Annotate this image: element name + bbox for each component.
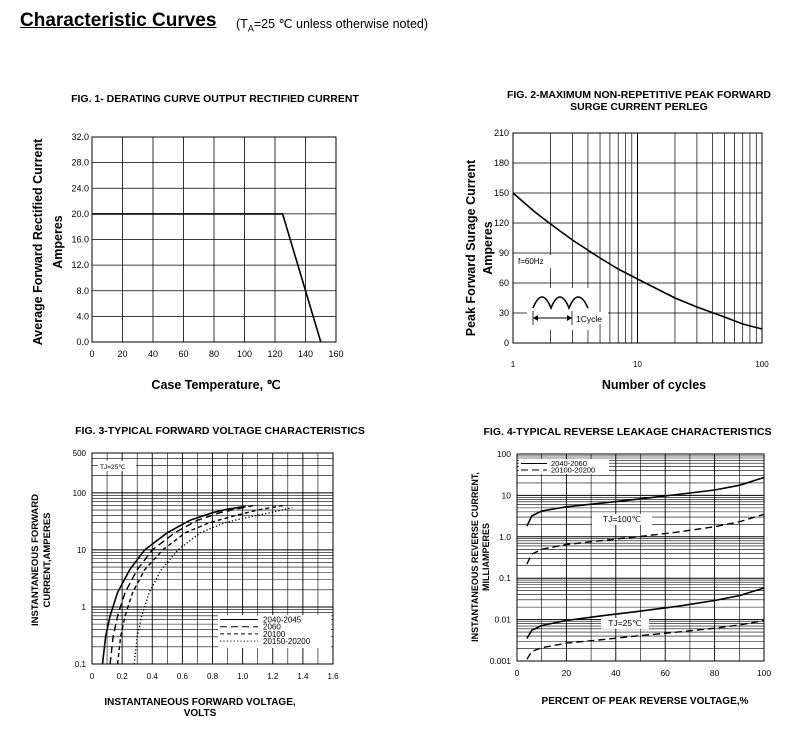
fig3-legend-label-1: 2060 [263,622,281,632]
fig3-ytick-label: 1 [81,602,86,612]
fig3-xtick-label: 1.2 [267,672,279,681]
fig4-series-line-2 [527,588,764,639]
fig1-ytick-label: 8.0 [76,285,89,296]
fig1-xlabel: Case Temperature, ℃ [151,378,281,392]
fig1-xtick-label: 0 [89,349,95,359]
fig3-legend-label-0: 2040-2045 [263,615,302,625]
fig3-xlabel-line2: VOLTS [183,708,217,719]
fig2-cycle-annotation: 1Cycle [576,314,602,324]
fig2-ytick-label: 30 [498,308,509,318]
fig3-xtick-label: 0.6 [176,672,188,681]
fig4-ytick-label: 100 [496,449,511,459]
fig1-xtick-label: 80 [208,349,220,359]
fig1-xtick-label: 160 [328,349,344,359]
fig4-ytick-label: 0.1 [499,573,511,584]
fig2-ylabel-line1: Peak Forward Surage Current [464,159,478,337]
fig1-xtick-label: 60 [178,349,189,359]
fig4-ytick-label: 0.01 [494,614,511,625]
fig4-ylabel-line2: MILLIAMPERES [481,522,491,592]
fig1-title: FIG. 1- DERATING CURVE OUTPUT RECTIFIED CURRENT [71,93,359,105]
fig4-xlabel: PERCENT OF PEAK REVERSE VOLTAGE,% [541,696,749,707]
fig1-ytick-label: 12.0 [71,260,89,271]
fig4-xtick-label: 60 [660,668,670,678]
fig1-ytick-label: 32.0 [71,132,89,142]
fig4-tj100-annotation: TJ=100℃ [602,514,642,524]
fig1-ytick-label: 20.0 [71,208,89,219]
fig3-ytick-label: 0.1 [74,660,86,669]
fig1-xtick-label: 140 [297,349,314,359]
fig4-ytick-label: 10 [501,490,511,501]
fig1-xtick-label: 20 [117,349,128,359]
fig1-ytick-label: 16.0 [71,234,89,245]
page-title: Characteristic Curves [20,10,217,31]
fig2-title: FIG. 2-MAXIMUM NON-REPETITIVE PEAK FORWARD SURGE CURRENT PERLEG [506,89,772,113]
fig2-ytick-label: 210 [493,128,509,138]
fig4-xtick-label: 100 [756,668,772,678]
fig4-xtick-label: 40 [611,668,621,678]
fig3-legend-label-3: 20150-20200 [263,637,311,647]
fig1-ytick-label: 4.0 [76,311,89,322]
fig3-ytick-label: 100 [72,488,86,498]
fig1-xtick-label: 120 [267,349,283,359]
fig4-title: FIG. 4-TYPICAL REVERSE LEAKAGE CHARACTERISTICS [483,426,772,438]
fig2-ytick-label: 60 [498,278,509,288]
fig2-ytick-label: 0 [503,338,509,348]
fig4-ylabel-line1: INSTANTANEOUS REVERSE CURRENT, [470,472,480,642]
fig1-xtick-label: 40 [147,349,159,359]
fig3-xtick-label: 1.4 [297,672,309,681]
fig3-ytick-label: 10 [77,545,86,555]
fig3-ytick-label: 500 [72,449,86,458]
fig3-ylabel-line1: INSTANTANEOUS FORWARD [30,494,41,626]
fig2-xtick-label: 10 [633,360,642,369]
fig1-ylabel-line1: Average Forward Rectified Current [31,138,45,346]
fig2-xtick-label: 100 [755,360,769,369]
fig2-freq-annotation: f=60Hz [518,257,544,266]
fig3-tj-annotation: TJ=25℃ [100,464,126,471]
fig4-legend-label-0: 2040-2060 [551,459,587,468]
fig3-xlabel-line1: INSTANTANEOUS FORWARD VOLTAGE, [104,697,296,708]
fig2-ytick-label: 150 [493,188,509,198]
fig3-xtick-label: 0.8 [206,672,219,681]
fig1-xtick-label: 100 [236,349,253,359]
fig3-xtick-label: 0 [89,672,95,681]
fig3-xtick-label: 1.0 [237,672,249,681]
fig4-tj25-annotation: TJ=25℃ [608,618,642,628]
fig3-xtick-label: 0.2 [116,672,128,681]
fig4-xtick-label: 20 [561,668,572,678]
fig1-ytick-label: 0.0 [76,337,89,347]
fig4-ytick-label: 1.0 [499,531,511,542]
fig4-legend-label-1: 20100-20200 [551,465,596,475]
fig3-legend-label-2: 20100 [263,629,286,639]
fig2-xtick-label: 1 [510,360,516,369]
fig1-ylabel-line2: Amperes [51,215,65,269]
fig4-xtick-label: 80 [709,668,720,678]
fig3-xtick-label: 0.4 [146,672,158,681]
fig2-xlabel: Number of cycles [601,378,707,392]
fig2-ytick-label: 180 [493,158,509,168]
fig4-ytick-label: 0.001 [489,656,511,666]
fig2-ylabel-line2: Amperes [481,221,495,275]
fig3-ylabel-line2: CURRENT,AMPERES [42,512,53,608]
fig2-ytick-label: 90 [498,248,509,258]
temperature-note: ($T_A=25$ ℃ unless otherwise noted) [236,17,429,34]
fig3-title: FIG. 3-TYPICAL FORWARD VOLTAGE CHARACTERISTICS [75,425,365,437]
fig2-ytick-label: 120 [493,218,509,228]
fig1-ytick-label: 24.0 [71,183,89,194]
fig1-ytick-label: 28.0 [71,157,89,168]
fig4-xtick-label: 0 [514,668,520,678]
fig3-xtick-label: 1.6 [327,672,339,681]
